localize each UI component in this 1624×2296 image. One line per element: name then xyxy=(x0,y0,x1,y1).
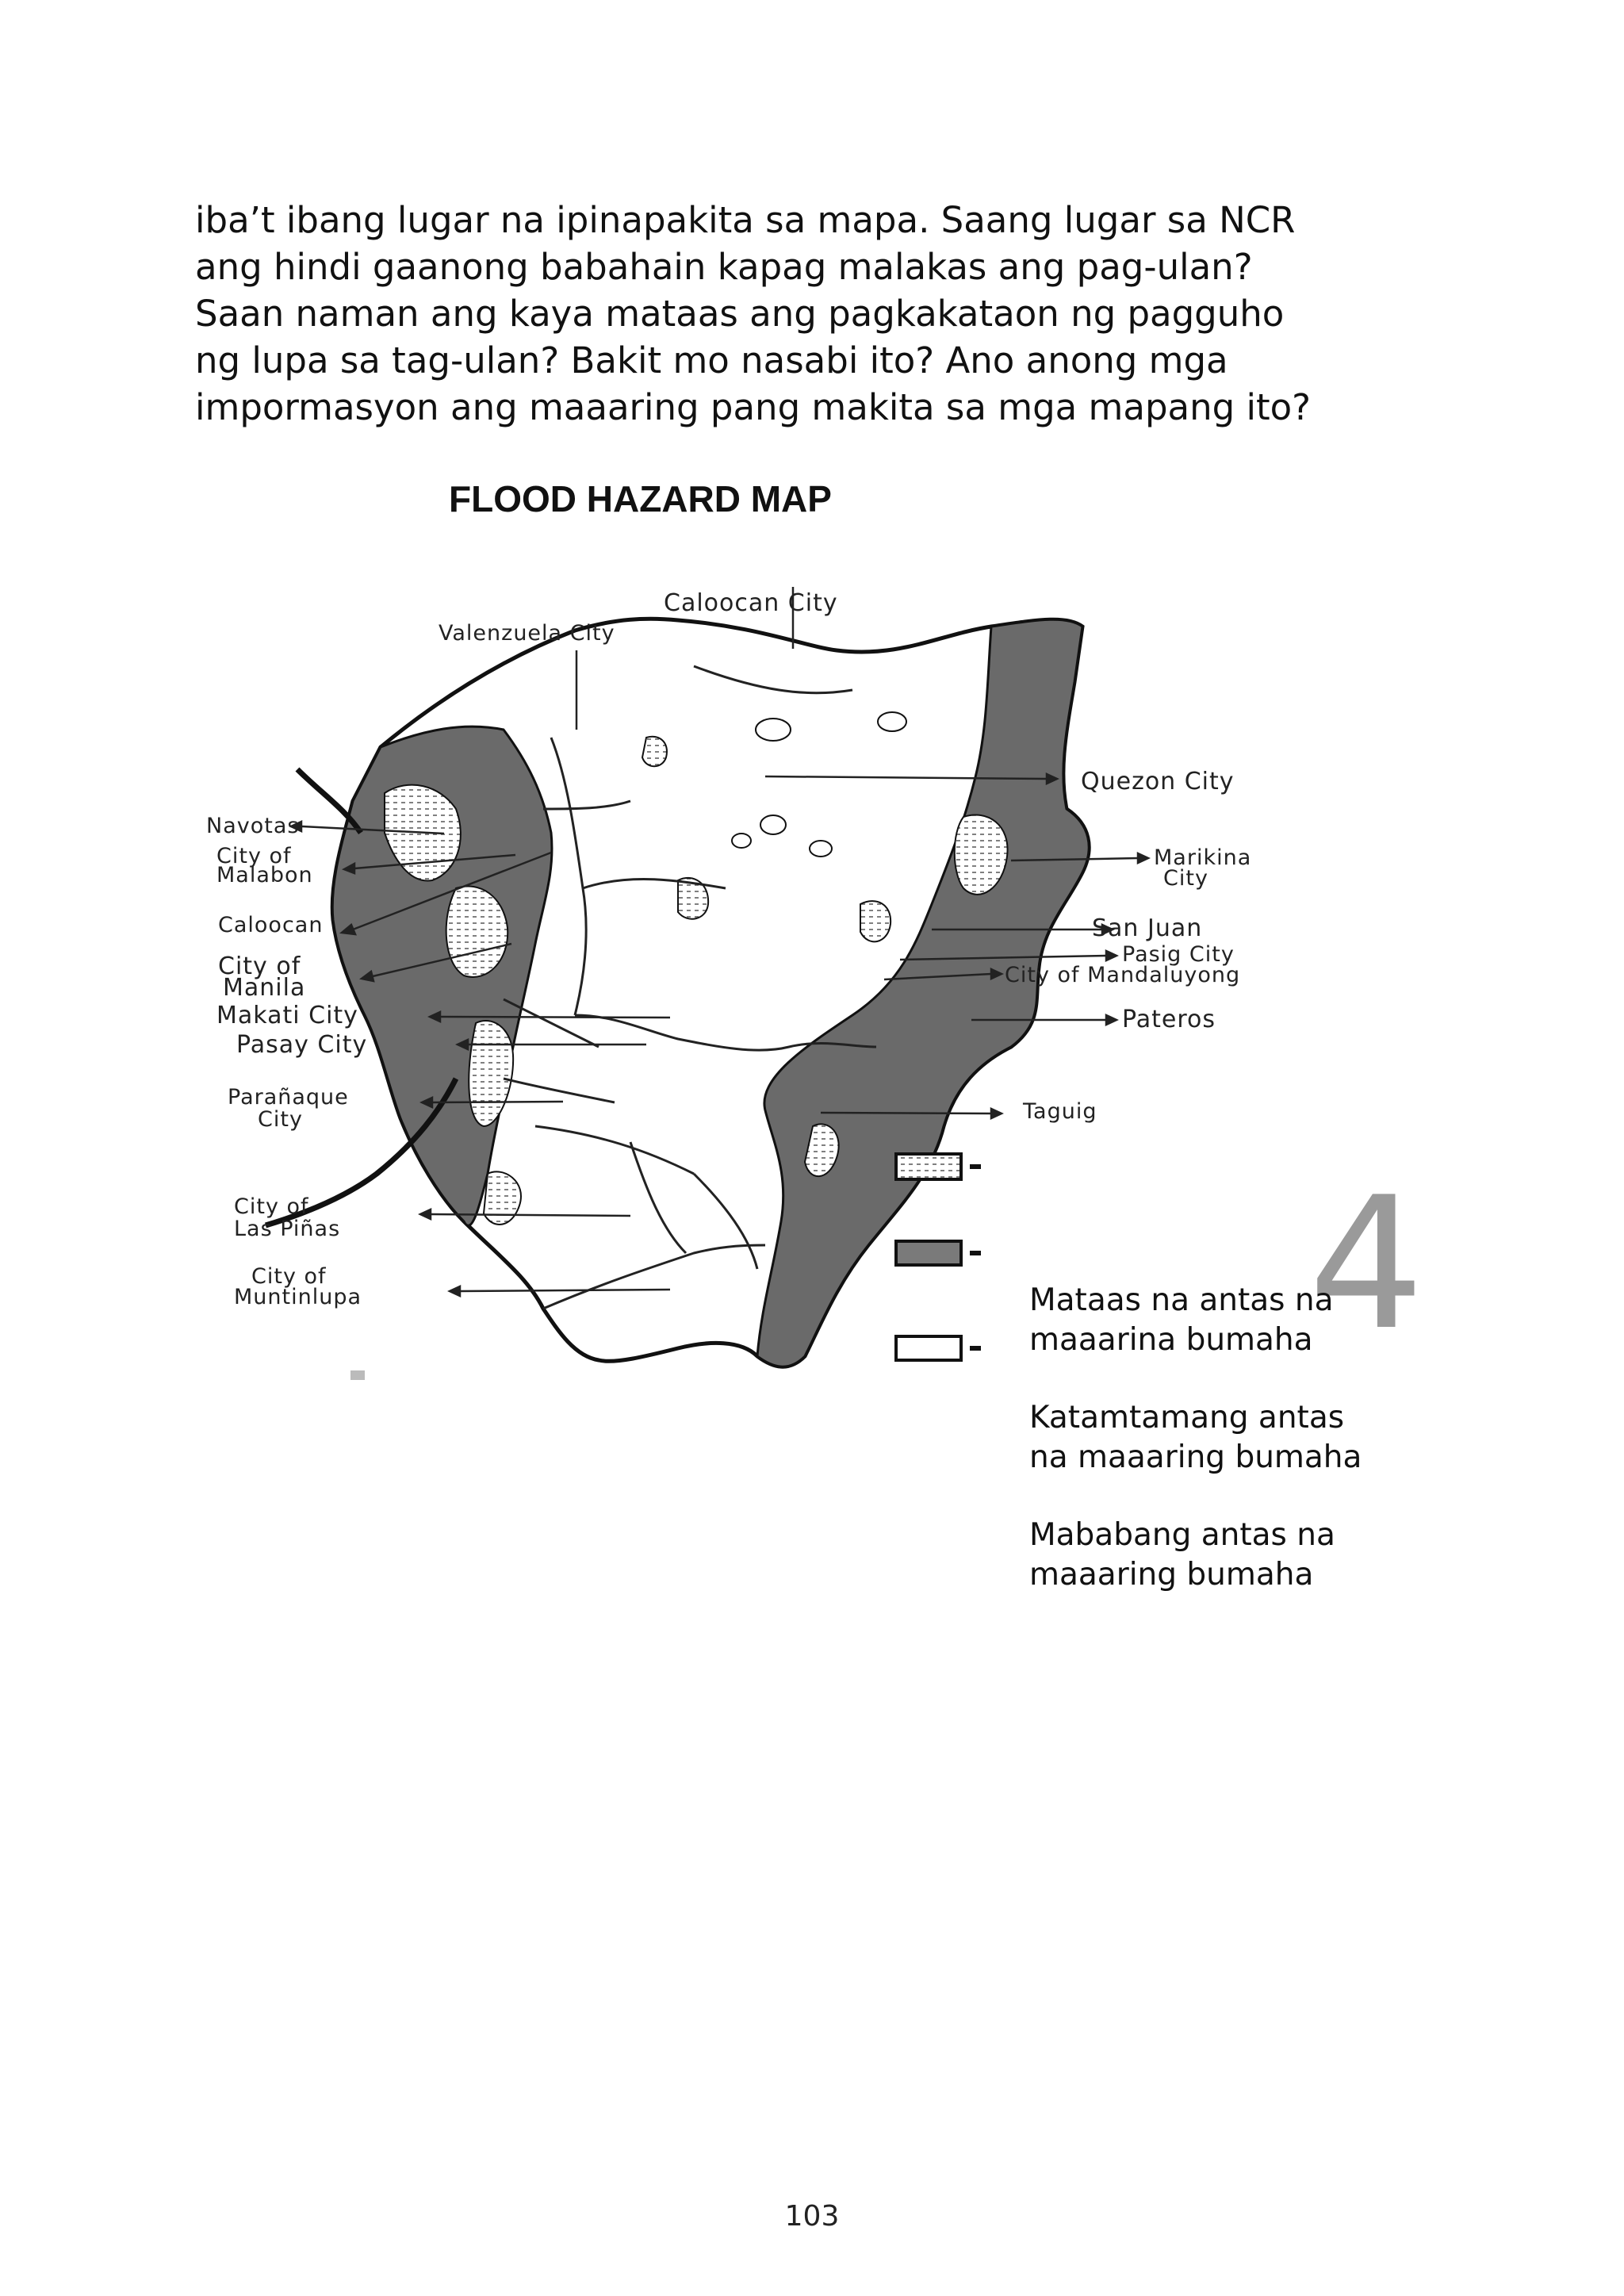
high-hazard-patch xyxy=(642,737,667,767)
label-marikina-2: City xyxy=(1163,866,1208,891)
label-paranaque-2: City xyxy=(258,1107,303,1132)
legend-high-text xyxy=(1029,1281,1410,1360)
legend-line: na maaaring bumaha xyxy=(1029,1439,1362,1475)
watermark-number: 4 xyxy=(1308,1159,1425,1370)
label-laspinas-1: City of xyxy=(234,1194,309,1219)
label-valenzuela: Valenzuela City xyxy=(439,621,615,646)
label-muntinlupa-2: Muntinlupa xyxy=(234,1285,362,1309)
high-hazard-patch xyxy=(860,901,891,941)
flood-hazard-map xyxy=(202,571,1273,1396)
question-paragraph xyxy=(195,197,1432,431)
legend-high-dash xyxy=(970,1164,981,1169)
paragraph-line: ang hindi gaanong babahain kapag malakas ang pag-ulan? xyxy=(195,246,1253,288)
label-makati: Makati City xyxy=(216,1002,358,1029)
legend-line: Mababang antas na xyxy=(1029,1517,1335,1553)
paragraph-line: impormasyon ang maaaring pang makita sa mga mapang ito? xyxy=(195,386,1312,428)
paragraph-line: ng lupa sa tag-ulan? Bakit mo nasabi ito? Ano anong mga xyxy=(195,339,1228,381)
map-drawing xyxy=(202,571,1273,1396)
label-malabon-1: City of xyxy=(216,844,292,868)
legend-low-swatch xyxy=(896,1336,961,1360)
label-manila-1: City of xyxy=(218,953,301,980)
legend-line: Mataas na antas na xyxy=(1029,1282,1334,1318)
label-pasig: Pasig City xyxy=(1122,942,1235,967)
label-pateros: Pateros xyxy=(1122,1006,1216,1033)
patch-blob xyxy=(732,834,751,848)
legend-line: maaaring bumaha xyxy=(1029,1557,1314,1593)
paragraph-line: iba’t ibang lugar na ipinapakita sa mapa. Saang lugar sa NCR xyxy=(195,199,1296,241)
label-laspinas-2: Las Piñas xyxy=(234,1217,341,1241)
label-quezon-city: Quezon City xyxy=(1081,768,1235,795)
label-pasay: Pasay City xyxy=(236,1031,368,1059)
label-malabon-2: Malabon xyxy=(216,863,313,887)
legend-line: Katamtamang antas xyxy=(1029,1400,1345,1435)
paragraph-line: Saan naman ang kaya mataas ang pagkakataon ng pagguho xyxy=(195,293,1285,335)
patch-blob xyxy=(760,815,786,834)
map-title: FLOOD HAZARD MAP xyxy=(449,478,832,519)
label-paranaque-1: Parañaque xyxy=(228,1085,349,1110)
legend-high-swatch xyxy=(896,1154,961,1179)
label-navotas: Navotas xyxy=(206,814,300,838)
legend-low-text xyxy=(1029,1516,1410,1595)
patch-blob xyxy=(878,712,906,731)
legend-medium-dash xyxy=(970,1251,981,1255)
patch-blob xyxy=(810,841,832,857)
label-san-juan: San Juan xyxy=(1092,914,1203,942)
legend-low-dash xyxy=(970,1346,981,1351)
page-number: 103 xyxy=(784,2200,840,2233)
legend-line: maaarina bumaha xyxy=(1029,1322,1313,1358)
label-caloocan-city: Caloocan City xyxy=(664,589,838,617)
label-muntinlupa-1: City of xyxy=(251,1264,327,1289)
label-mandaluyong: City of Mandaluyong xyxy=(1005,963,1241,987)
label-taguig: Taguig xyxy=(1023,1099,1097,1124)
label-manila-2: Manila xyxy=(223,974,306,1002)
patch-blob xyxy=(756,719,791,741)
legend-medium-swatch xyxy=(896,1241,961,1265)
label-marikina-1: Marikina xyxy=(1154,845,1252,870)
stray-mark xyxy=(350,1370,365,1380)
label-caloocan: Caloocan xyxy=(218,913,324,937)
legend-medium-text xyxy=(1029,1398,1410,1478)
